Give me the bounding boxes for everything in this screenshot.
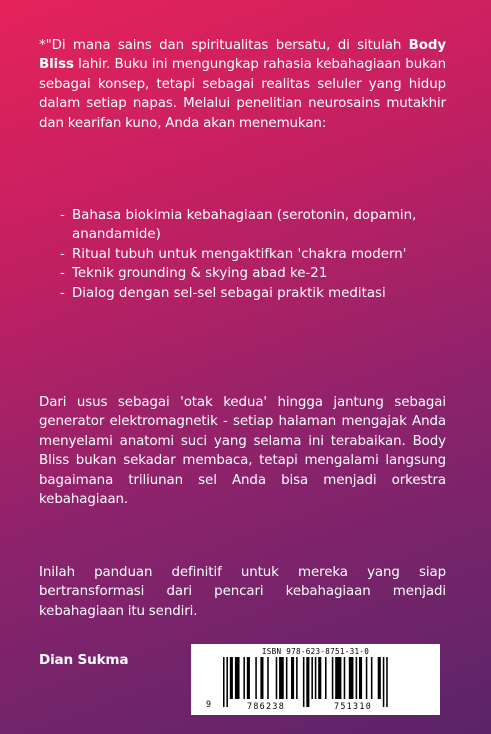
list-item-text: Dialog dengan sel-sel sebagai praktik meditasi [72, 285, 386, 301]
barcode-digits-left: 786238 [247, 701, 286, 711]
list-item [60, 206, 430, 245]
list-item [60, 284, 430, 303]
intro-text-start: *"Di mana sains dan spiritualitas bersatu, di situlah [39, 38, 409, 53]
brand-name: Body Bliss [39, 38, 446, 73]
list-item [60, 264, 430, 283]
blurb-paragraph-2: Dari usus sebagai 'otak kedua' hingga jantung sebagai generator elektromagnetik - setiap halaman mengajak Anda menyelami anatomi suci yang selama ini terabaikan. Body Bliss bukan sekadar membaca, tetapi mengalami langsung bagaimana triliunan sel Anda bisa menjadi orkestra kebahagiaan. [39, 395, 446, 508]
feature-list [60, 206, 430, 303]
list-item [60, 245, 430, 264]
list-item-text: Ritual tubuh untuk mengaktifkan 'chakra modern' [72, 246, 407, 262]
isbn-label: ISBN 978-623-8751-31-0 [261, 647, 370, 656]
bullet-marker: - [60, 246, 65, 262]
list-item-text: Teknik grounding & skying abad ke-21 [72, 266, 328, 282]
list-item-text: Bahasa biokimia kebahagiaan (serotonin, dopamin, anandamide) [72, 208, 417, 243]
isbn-barcode [191, 644, 440, 715]
bullet-marker: - [60, 285, 65, 301]
intro-text-end: lahir. Buku ini mengungkap rahasia kebahagiaan bukan sebagai konsep, tetapi sebagai realitas seluler yang hidup dalam setiap napas. Melalui penelitian neurosains mutakhir dan kearifan kuno, Anda akan menemukan: [39, 57, 446, 131]
bullet-marker: - [60, 266, 65, 282]
author-name: Dian Sukma [39, 652, 129, 668]
blurb-intro [39, 36, 446, 133]
blurb-paragraph-3: Inilah panduan definitif untuk mereka yang siap bertransformasi dari pencari kebahagiaan menjadi kebahagiaan itu sendiri. [39, 565, 446, 619]
bullet-marker: - [60, 208, 65, 223]
barcode-digits-right: 751310 [334, 701, 373, 711]
barcode-lead-digit: 9 [206, 699, 212, 709]
